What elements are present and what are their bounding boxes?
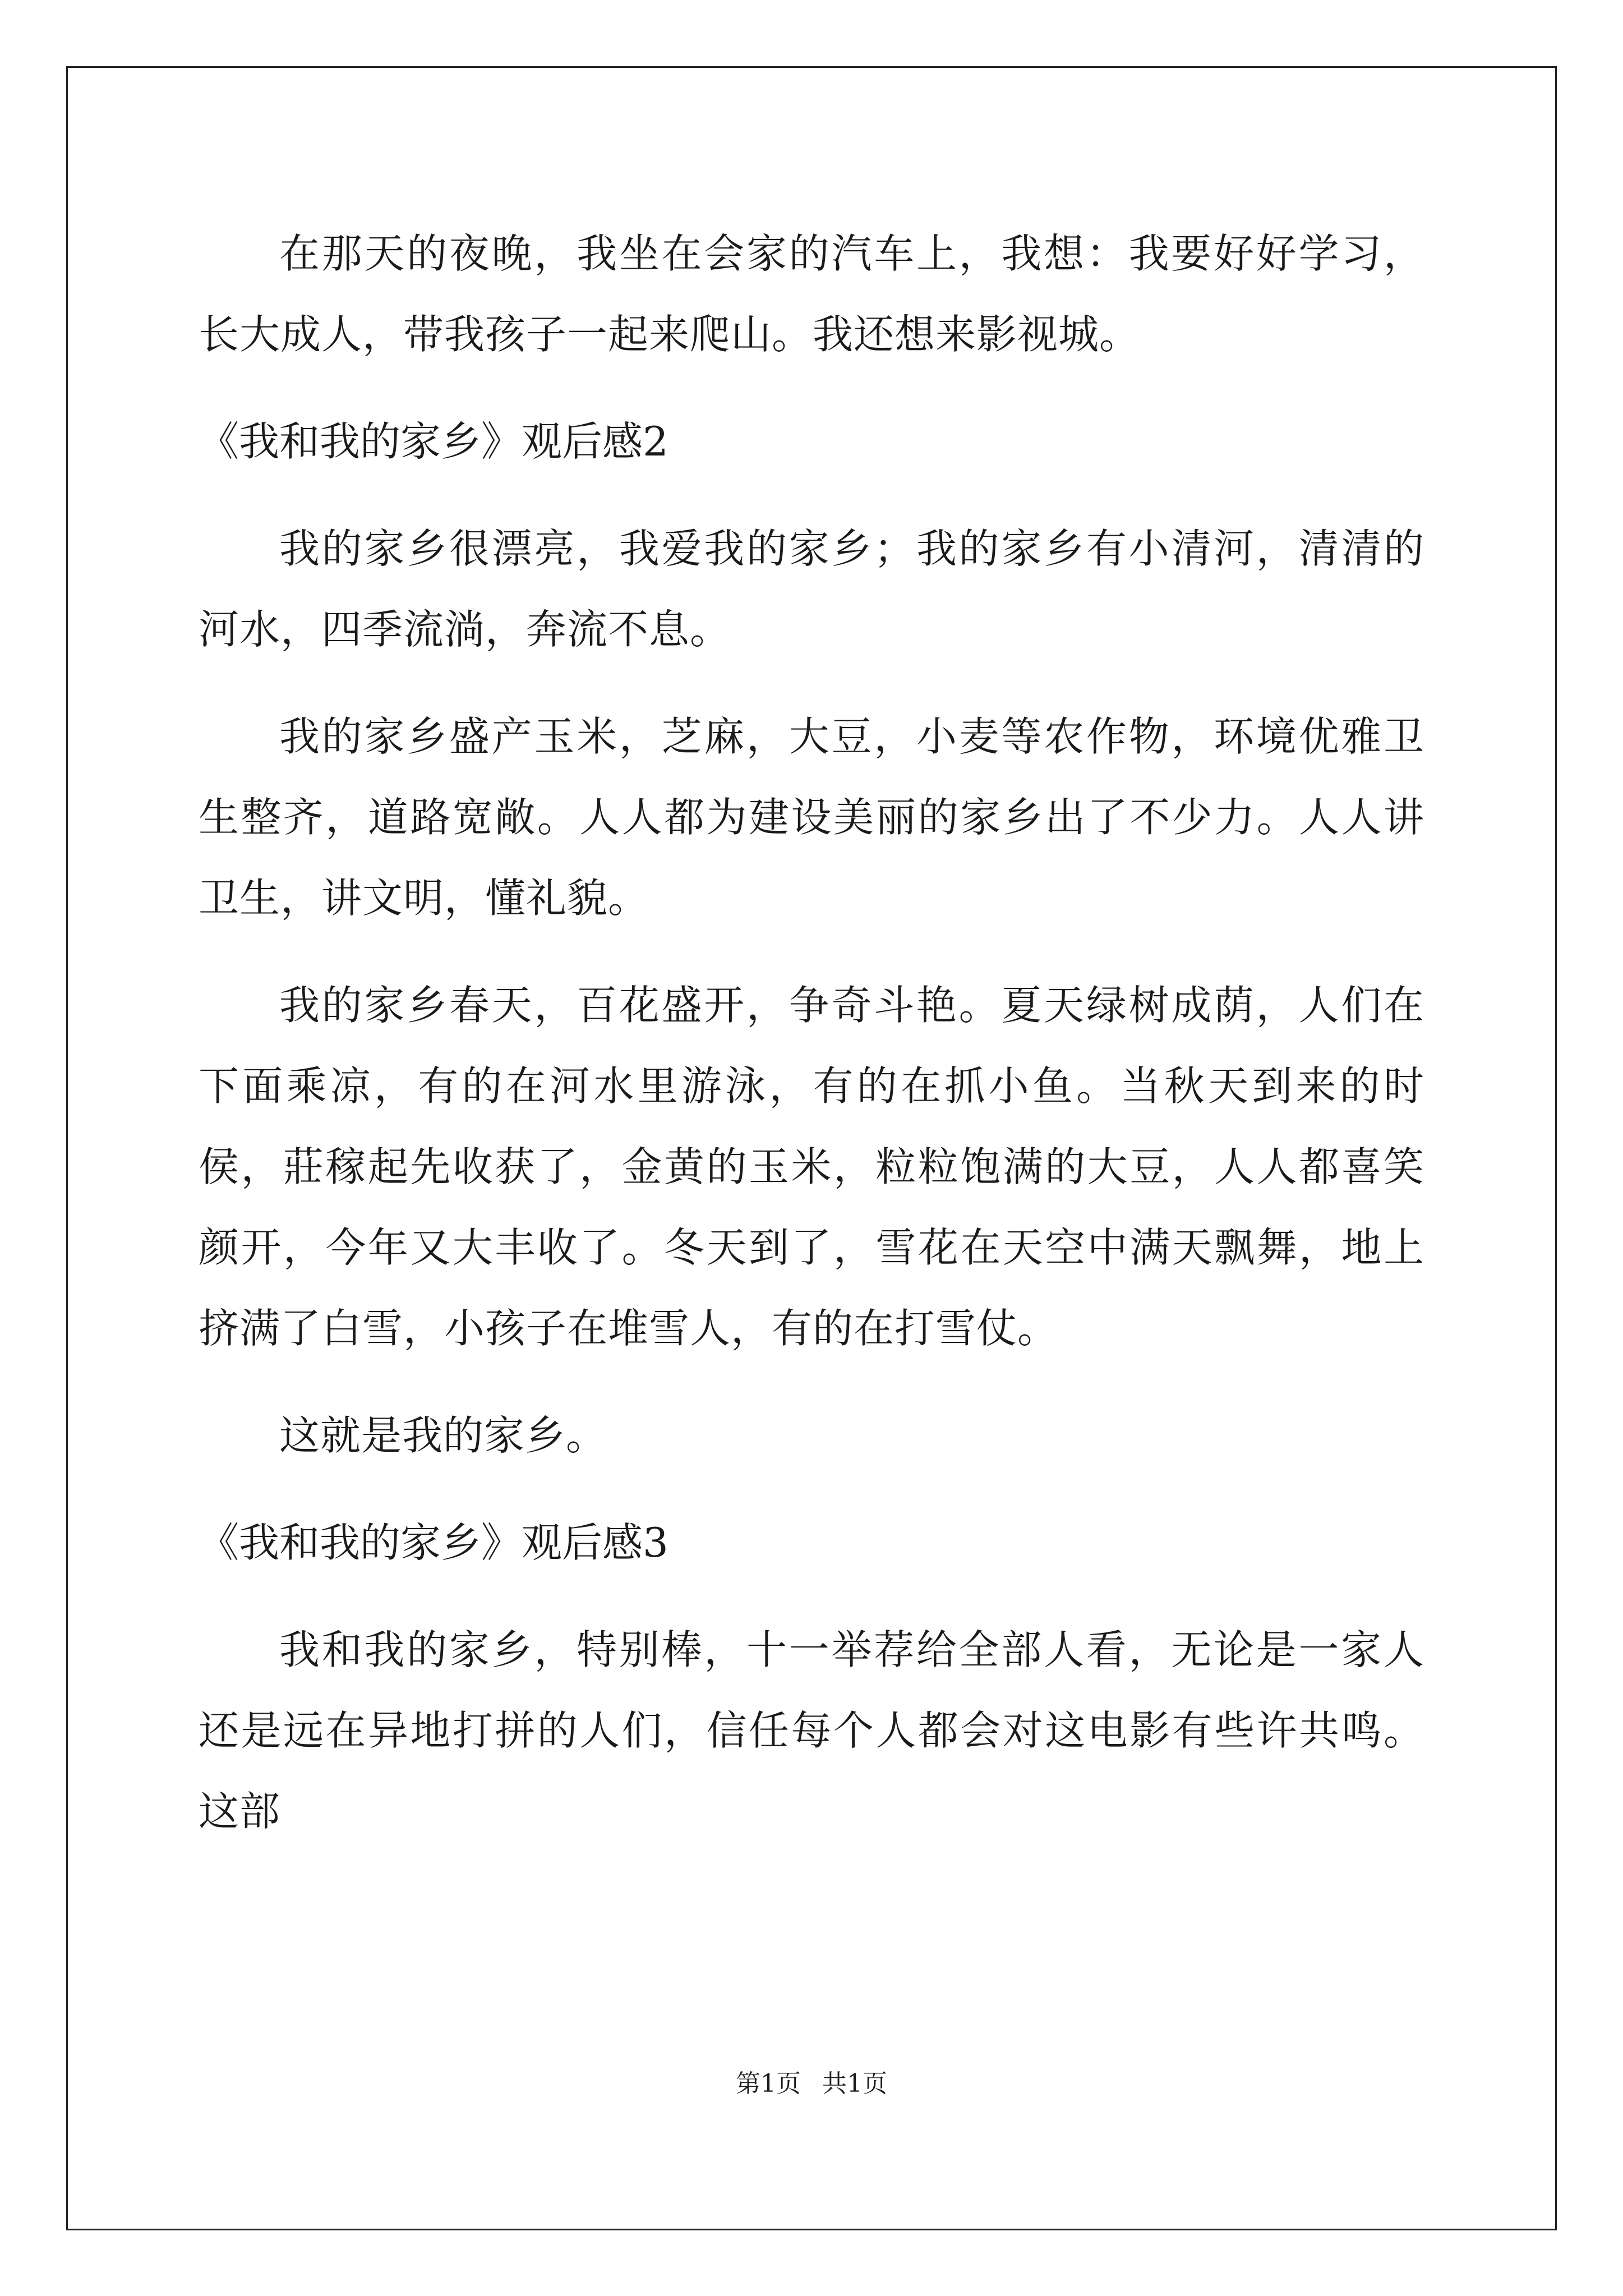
paragraph-5: 这就是我的家乡。 (279, 1412, 607, 1459)
document-body (199, 213, 1424, 1878)
page-footer (0, 2067, 1623, 2101)
paragraph-6: 我和我的家乡，特别棒，十一举荐给全部人看，无论是一家人还是远在异地打拼的人们，信任每个人都会对这电影有些许共鸣。这部 (199, 1626, 1424, 1835)
paragraph-3: 我的家乡盛产玉米，芝麻，大豆，小麦等农作物，环境优雅卫生整齐，道路宽敞。人人都为建设美丽的家乡出了不少力。人人讲卫生，讲文明，懂礼貌。 (199, 713, 1424, 922)
section-heading-3: 《我和我的家乡》观后感3 (199, 1519, 668, 1566)
page-number: 第1页 (736, 2069, 801, 2098)
paragraph-2: 我的家乡很漂亮，我爱我的家乡；我的家乡有小清河，清清的河水，四季流淌，奔流不息。 (199, 525, 1424, 653)
page-total: 共1页 (822, 2069, 887, 2098)
paragraph-1: 在那天的夜晚，我坐在会家的汽车上，我想：我要好好学习，长大成人，带我孩子一起来爬山。我还想来影视城。 (199, 230, 1424, 358)
section-heading-2: 《我和我的家乡》观后感2 (199, 418, 668, 465)
paragraph-4: 我的家乡春天，百花盛开，争奇斗艳。夏天绿树成荫，人们在下面乘凉，有的在河水里游泳，有的在抓小鱼。当秋天到来的时侯，莊稼起先收获了，金黄的玉米，粒粒饱满的大豆，人人都喜笑颜开，今年又大丰收了。冬天到了，雪花在天空中满天飘舞，地上挤满了白雪，小孩子在堆雪人，有的在打雪仗。 (199, 982, 1424, 1352)
